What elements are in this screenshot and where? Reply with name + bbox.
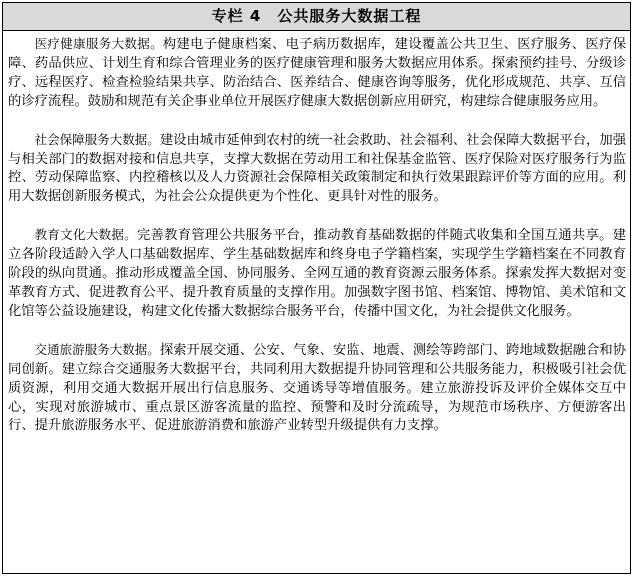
section-transport-tourism bbox=[8, 341, 626, 437]
section-lead: 教育文化大数据。 bbox=[34, 227, 137, 243]
section-body: 构建电子健康档案、电子病历数据库，建设覆盖公共卫生、医疗服务、医疗保障、药品供应、计划生育和综合管理业务的医疗健康管理和服务大数据应用体系。探索预约挂号、分级诊疗、远程医疗、检查检验结果共享、防治结合、医养结合、健康咨询等服务，优化形成规范、共享、互信的诊疗流程。鼓励和规范有关企事业单位开展医疗健康大数据创新应用研究，构建综合健康服务应用。 bbox=[8, 37, 626, 109]
section-lead: 交通旅游服务大数据。 bbox=[34, 341, 160, 357]
section-body: 完善教育管理公共服务平台，推动教育基础数据的伴随式收集和全国互通共享。建立各阶段适龄入学人口基础数据库、学生基础数据库和终身电子学籍档案，实现学生学籍档案在不同教育阶段的纵向贯通。推动形成覆盖全国、协同服务、全网互通的教育资源云服务体系。探索发挥大数据对变革教育方式、促进教育公平、提升教育质量的支撑作用。加强数字图书馆、档案馆、博物馆、美术馆和文化馆等公益设施建设，构建文化传播大数据综合服务平台，传播中国文化，为社会提供文化服务。 bbox=[8, 228, 626, 319]
section-healthcare bbox=[8, 35, 626, 112]
section-social-security bbox=[8, 131, 626, 208]
section-lead: 社会保障服务大数据。 bbox=[34, 131, 160, 147]
section-body: 建设由城市延伸到农村的统一社会救助、社会福利、社会保障大数据平台，加强与相关部门的数据对接和信息共享，支撑大数据在劳动用工和社保基金监管、医疗保险对医疗服务行为监控、劳动保障监察、内控稽核以及人力资源社会保障相关政策制定和执行效果跟踪评价等方面的应用。利用大数据创新服务模式，为社会公众提供更为个性化、更具针对性的服务。 bbox=[8, 132, 626, 205]
section-body: 探索开展交通、公安、气象、安监、地震、测绘等跨部门、跨地域数据融合和协同创新。建立综合交通服务大数据平台，共同利用大数据提升协同管理和公共服务能力，积极吸引社会优质资源，利用交通大数据开展出行信息服务、交通诱导等增值服务。建立旅游投诉及评价全媒体交互中心，实现对旅游城市、重点景区游客流量的监控、预警和及时分流疏导，为规范市场秩序、方便游客出行、提升旅游服务水平、促进旅游消费和旅游产业转型升级提供有力支撑。 bbox=[8, 342, 626, 434]
section-education-culture bbox=[8, 226, 626, 322]
column-title: 专栏 4 公共服务大数据工程 bbox=[3, 3, 630, 31]
column-content bbox=[3, 31, 630, 436]
section-lead: 医疗健康服务大数据。 bbox=[34, 36, 163, 51]
column-box bbox=[2, 2, 631, 574]
